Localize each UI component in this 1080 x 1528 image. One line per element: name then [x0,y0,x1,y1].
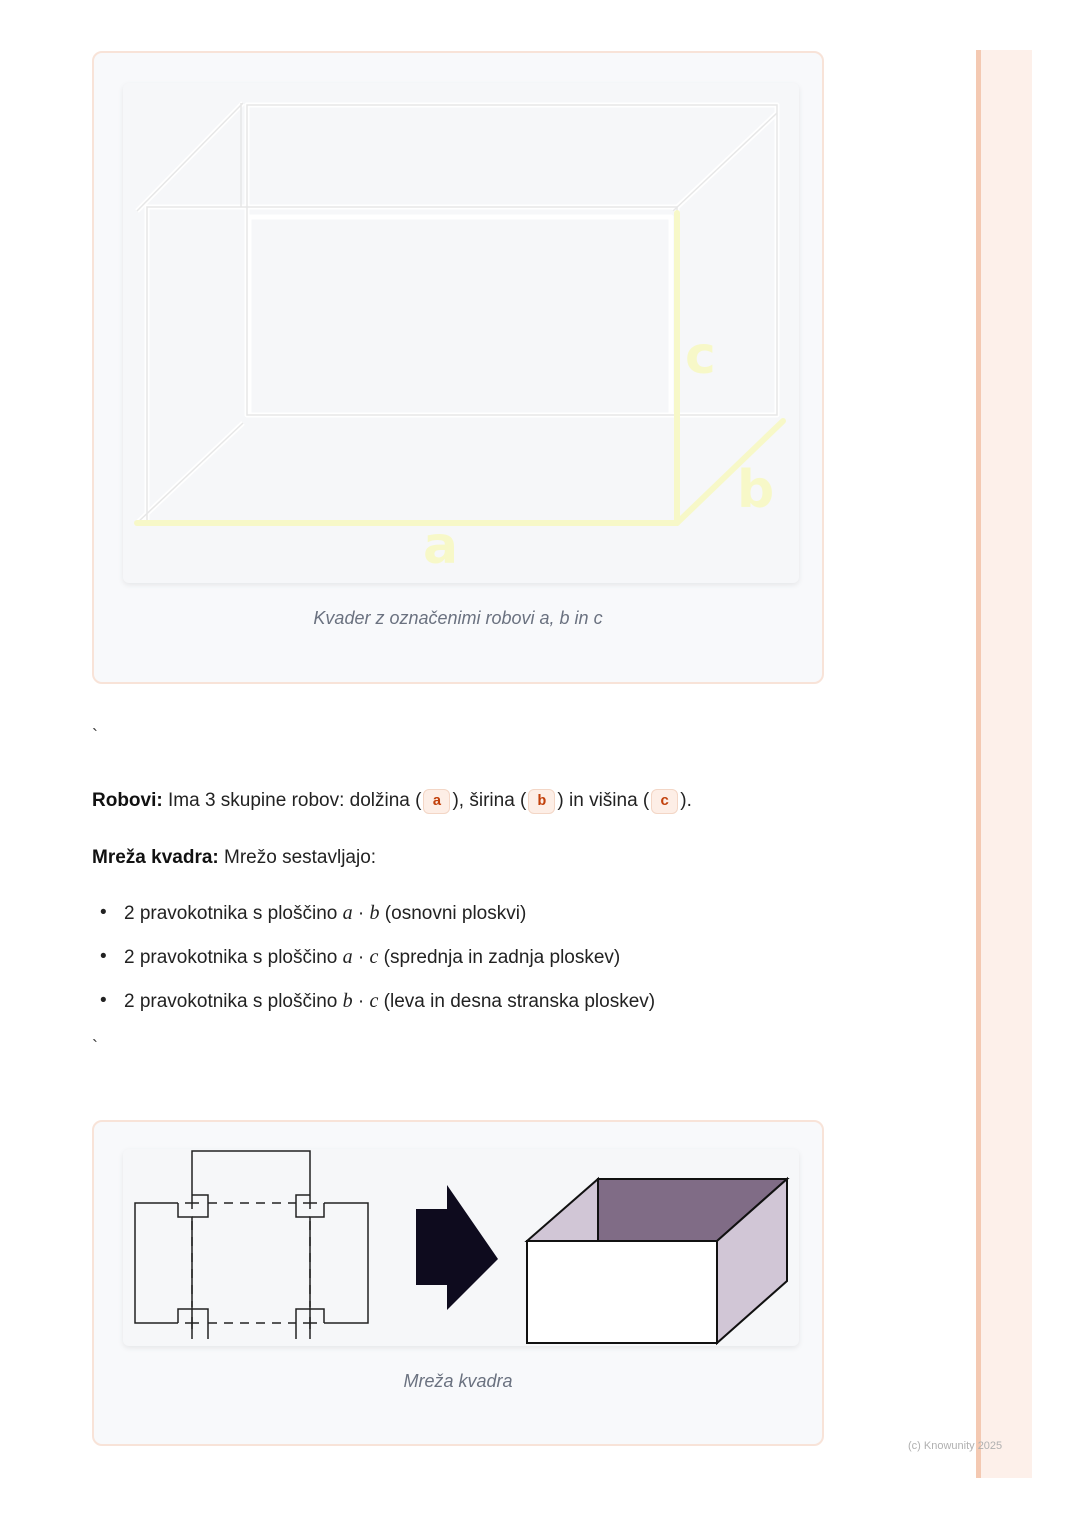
figure-caption: Mreža kvadra [403,1371,513,1391]
math: c [369,946,379,968]
arrow-right-icon [416,1185,498,1310]
text: ). [680,790,692,811]
math: a [342,902,353,924]
math: a [342,946,353,968]
separator: ` [92,1037,98,1057]
text: (sprednja in zadnja ploskev) [378,947,621,968]
text: (osnovni ploskvi) [379,903,527,924]
edges-paragraph [92,789,692,814]
separator: ` [92,726,98,746]
text: Ima 3 skupine robov: dolžina ( [162,790,422,811]
math: c [369,990,379,1012]
list-item [104,990,655,1013]
code-a: a [423,789,450,814]
figure-caption: Kvader z označenimi robovi a, b in c [313,608,603,628]
math: b [369,902,380,924]
list-item [104,946,620,969]
copyright-footer: (c) Knowunity 2025 [908,1440,1003,1452]
net-paragraph [92,847,376,869]
text: 2 pravokotnika s ploščino [124,991,343,1012]
net-label: Mreža kvadra: [92,847,219,868]
list-item [104,902,526,925]
cuboid-image [123,83,799,583]
math: b [342,990,353,1012]
figure-card-net [92,1120,824,1446]
cuboid-drawing [123,83,799,583]
sidebar-decoration [976,50,1032,1478]
dot: · [352,903,370,924]
dot: · [352,947,370,968]
edge-label-c: c [685,326,716,386]
text: 2 pravokotnika s ploščino [124,903,343,924]
figure-card-cuboid [92,51,824,684]
net-drawing [123,1149,799,1349]
code-b: b [528,789,555,814]
net-image [123,1149,799,1346]
text: 2 pravokotnika s ploščino [124,947,343,968]
code-c: c [651,789,678,814]
edge-label-b: b [737,460,775,520]
text: ) in višina ( [557,790,650,811]
edges-label: Robovi: [92,790,163,811]
text: (leva in desna stranska ploskev) [378,991,656,1012]
edge-label-a: a [423,516,459,576]
text: Mrežo sestavljajo: [218,847,377,868]
dot: · [352,991,370,1012]
text: ), širina ( [452,790,527,811]
